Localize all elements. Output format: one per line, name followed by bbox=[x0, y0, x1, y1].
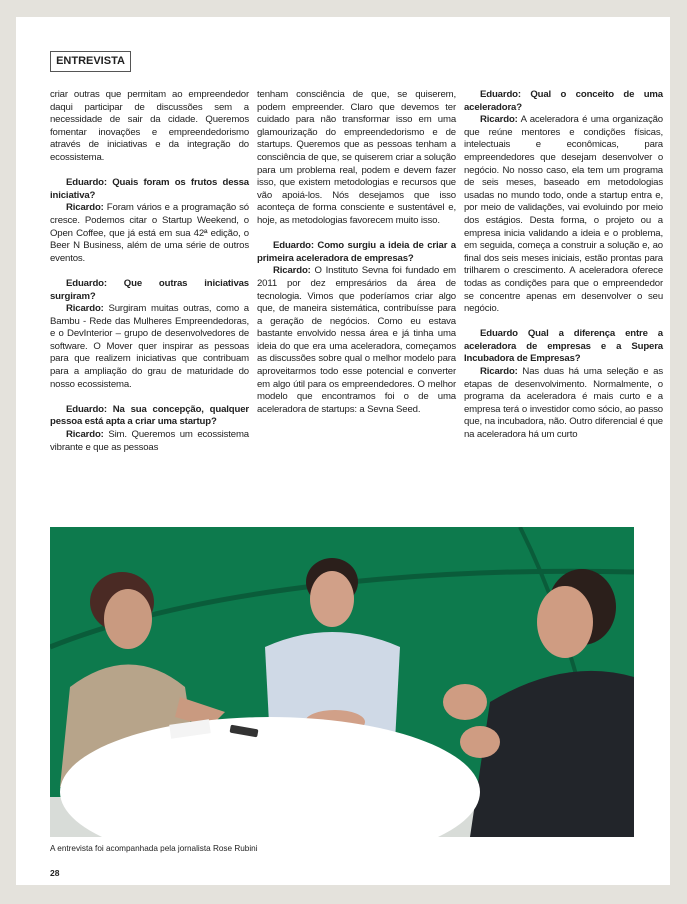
question: Eduardo: Como surgiu a ideia de criar a primeira aceleradora de empresas? bbox=[257, 240, 456, 264]
qa-block bbox=[257, 240, 456, 416]
answer bbox=[50, 303, 249, 391]
paragraph: criar outras que permitam ao empreendedor daqui participar de discussões sem a necessidade de sair da cidade. Queremos fomentar inovações e empreendedorismo através de iniciativas e da integração do ecossistema. bbox=[50, 89, 249, 163]
answer-text: Surgiram muitas outras, como a Bambu - Rede das Mulheres Empreendedoras, e o DevInterior – grupo de desenvolvedores de software. O Mover quer inspirar as pessoas para que realizem iniciativas que contribuam para a ampliação do grau de maturidade do nosso ecossistema. bbox=[50, 303, 249, 390]
qa-block bbox=[464, 89, 663, 316]
answer-text: O Instituto Sevna foi fundado em 2011 por dez empresários da área de tecnologia. Vimos que poderíamos criar algo que, de maneira sistemática, contribuísse para a geração de negócios. Como eu estava bastante envolvido nessa área e já tinha uma ideia do que era uma aceleradora, começamos as discussões sobre qual o melhor modelo para aproveitarmos todo esse potencial e converter em algo útil para os empreendedores. O melhor modelo que encontramos foi o de uma aceleradora de startups: a Sevna Seed. bbox=[257, 265, 456, 415]
answer bbox=[464, 366, 663, 442]
answer-speaker: Ricardo: bbox=[480, 366, 518, 378]
answer-speaker: Ricardo: bbox=[480, 114, 518, 126]
text-column-3 bbox=[464, 89, 663, 442]
paragraph: tenham consciência de que, se quiserem, podem empreender. Claro que devemos ter cuidado para não transformar isso em uma glamourização do empreendedorismo e de startups. Queremos que as pessoas tenham a consciência de que, se quiserem criar a solução para um problema real, podem e devem fazer isso, que existem metodologias e recursos que vão apoiá-los. Nós desejamos que isso aconteça de forma consciente e sustentável e, hoje, as metodologias favorecem muito isso. bbox=[257, 89, 456, 226]
section-tag: ENTREVISTA bbox=[50, 51, 131, 72]
answer bbox=[50, 202, 249, 265]
qa-block bbox=[50, 177, 249, 265]
answer bbox=[50, 429, 249, 454]
answer-text: Sim. Queremos um ecossistema vibrante e que as pessoas bbox=[50, 429, 249, 453]
interview-photo-illustration bbox=[50, 527, 634, 837]
qa-block bbox=[50, 278, 249, 391]
answer-text: Nas duas há uma seleção e as etapas de desenvolvimento. Normalmente, o programa da aceleradora é mais curto e a empresa terá o investidor como sócio, ao passo que, na incubadora, não. Outro diferencial é que na aceleradora há um curto bbox=[464, 366, 663, 441]
question: Eduardo: Qual o conceito de uma aceleradora? bbox=[464, 89, 663, 113]
interview-photo bbox=[50, 527, 634, 837]
question: Eduardo Qual a diferença entre a aceleradora de empresas e a Supera Incubadora de Empresas? bbox=[464, 328, 663, 365]
answer-speaker: Ricardo: bbox=[66, 303, 104, 315]
text-column-2 bbox=[257, 89, 456, 416]
page-number: 28 bbox=[50, 868, 60, 878]
answer-speaker: Ricardo: bbox=[66, 429, 104, 441]
magazine-page bbox=[16, 17, 670, 885]
text-column-1 bbox=[50, 89, 249, 454]
photo-caption: A entrevista foi acompanhada pela jornalista Rose Rubini bbox=[50, 844, 258, 853]
answer-speaker: Ricardo: bbox=[273, 265, 311, 277]
answer-speaker: Ricardo: bbox=[66, 202, 104, 214]
question: Eduardo: Quais foram os frutos dessa iniciativa? bbox=[50, 177, 249, 201]
qa-block bbox=[50, 404, 249, 454]
question: Eduardo: Que outras iniciativas surgiram? bbox=[50, 277, 249, 302]
question: Eduardo: Na sua concepção, qualquer pessoa está apta a criar uma startup? bbox=[50, 403, 249, 428]
answer bbox=[464, 114, 663, 316]
qa-block bbox=[464, 328, 663, 441]
answer-text: A aceleradora é uma organização que reúne mentores e condições físicas, intelectuais e econômicas, para empreendedores que desejam desenvolver o negócio. No nosso caso, ela tem um programa de seis meses, baseado em metodologias usadas no mundo todo, onde a startup entra e, por meio de validações, vai evoluindo por meio dos estágios. Desta forma, o projeto ou a empresa inicia validando a ideia e o problema, em seguida, começa a construir a solução e, ao final dos seis meses iniciais, estão prontas para trilharem o crescimento. A aceleradora oferece todas as condições para que o empreendedor se concentre apenas em desenvolver o seu negócio. bbox=[464, 114, 663, 315]
answer-text: Foram vários e a programação só cresce. Podemos citar o Startup Weekend, o Open Coffee, que já está em sua 42ª edição, o Beer N Business, além de uma série de outros eventos. bbox=[50, 202, 249, 264]
answer bbox=[257, 265, 456, 416]
